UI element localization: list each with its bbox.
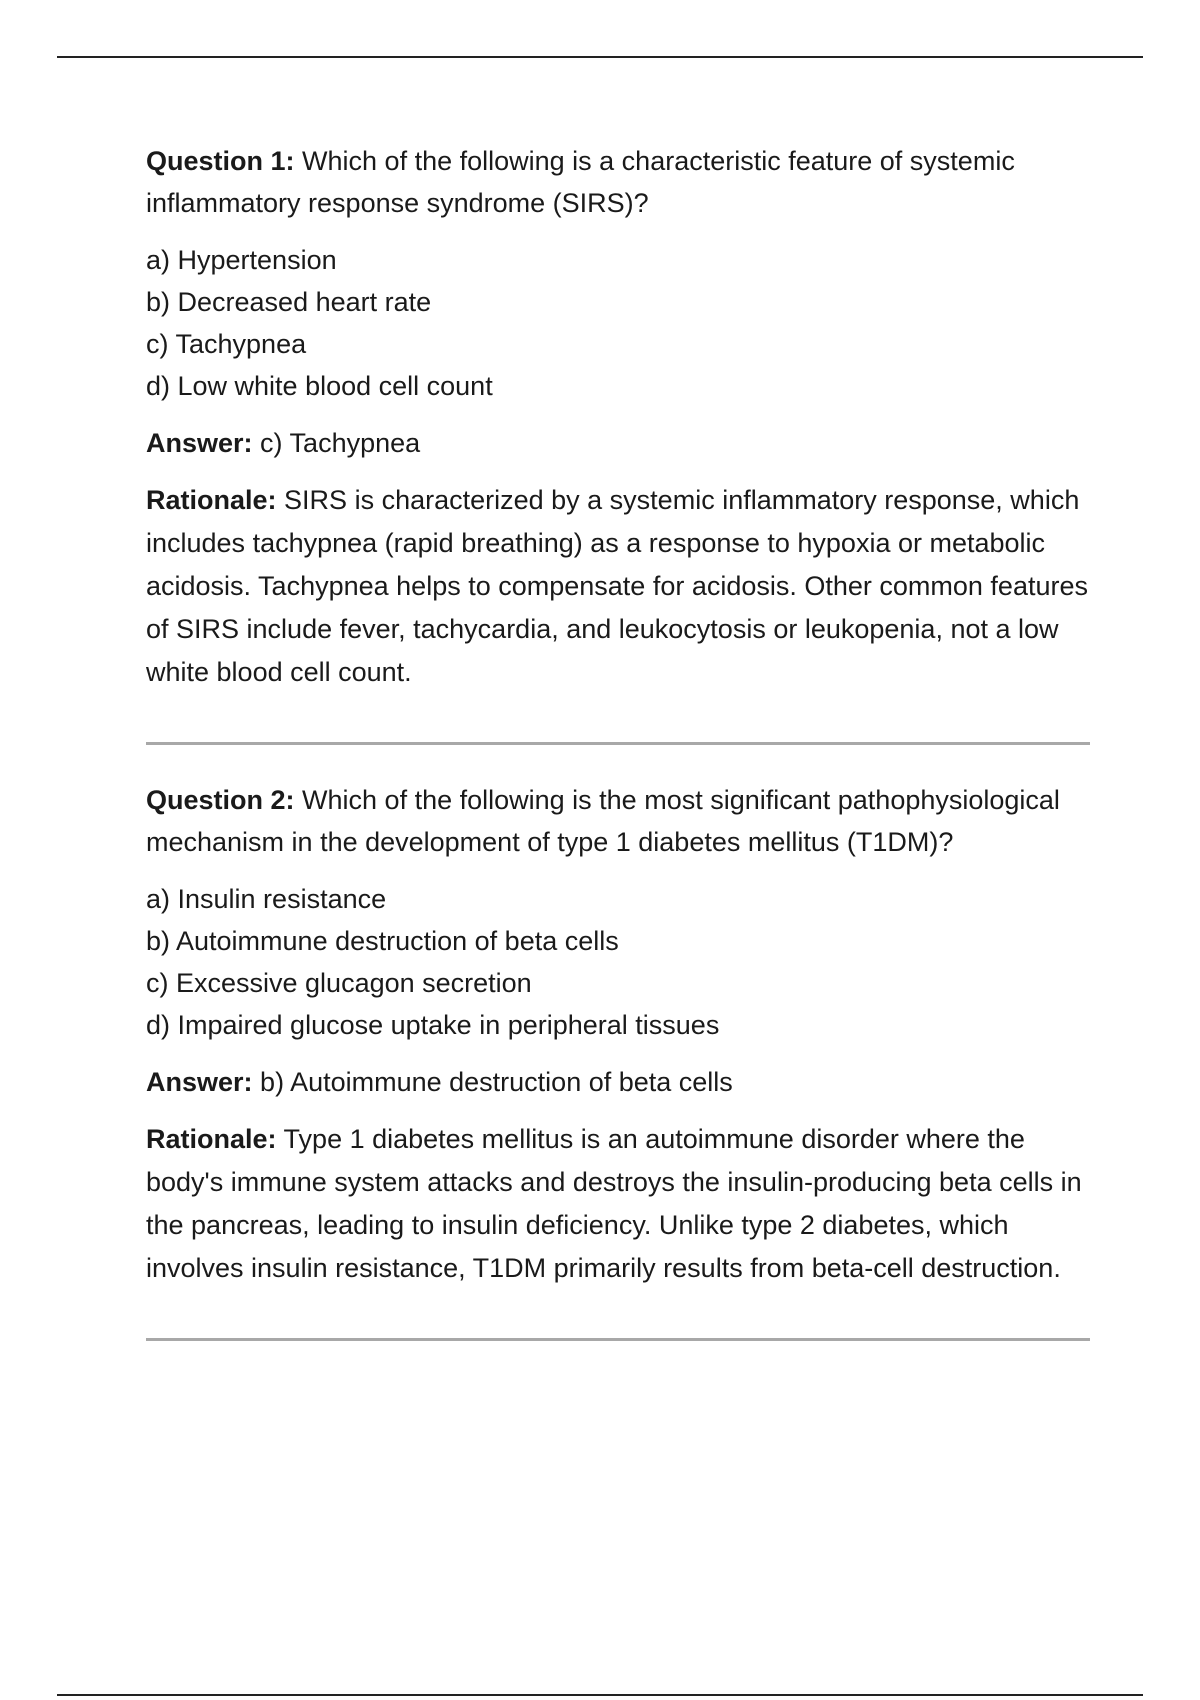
- question-1-text: Which of the following is a characteristic feature of systemic inflammatory response syndrome (SIRS)?: [146, 146, 1015, 218]
- question-1-option-b: b) Decreased heart rate: [146, 287, 432, 317]
- question-2-option-b: b) Autoimmune destruction of beta cells: [146, 926, 619, 956]
- question-2-option-c: c) Excessive glucagon secretion: [146, 968, 532, 998]
- question-1-answer-label: Answer:: [146, 428, 253, 458]
- question-2-option-a: a) Insulin resistance: [146, 884, 387, 914]
- question-2-rationale-text: Type 1 diabetes mellitus is an autoimmune disorder where the body's immune system attacks and destroys the insulin-producing beta cells in the pancreas, leading to insulin deficiency. Unlike type 2 diabetes, which involves insulin resistance, T1DM primarily results from beta-cell destruction.: [146, 1124, 1082, 1283]
- section-divider-2: [146, 1338, 1090, 1341]
- question-2-label: Question 2:: [146, 785, 295, 815]
- question-1-rationale-text: SIRS is characterized by a systemic inflammatory response, which includes tachypnea (rapid breathing) as a response to hypoxia or metabolic acidosis. Tachypnea helps to compensate for acidosis. Other common features of SIRS include fever, tachycardia, and leukocytosis or leukopenia, not a low white blood cell count.: [146, 485, 1088, 687]
- question-1-option-a: a) Hypertension: [146, 245, 337, 275]
- question-1-option-d: d) Low white blood cell count: [146, 371, 493, 401]
- question-block-1: [146, 140, 1096, 694]
- question-1: [146, 140, 1096, 224]
- question-1-rationale: [146, 479, 1096, 694]
- question-2-rationale: [146, 1118, 1096, 1290]
- question-2-option-d: d) Impaired glucose uptake in peripheral tissues: [146, 1010, 720, 1040]
- question-2-rationale-label: Rationale:: [146, 1124, 277, 1154]
- question-block-2: [146, 779, 1096, 1290]
- question-1-label: Question 1:: [146, 146, 295, 176]
- question-1-option-c: c) Tachypnea: [146, 329, 307, 359]
- question-2-options: [146, 878, 1096, 1046]
- question-2-answer-text: b) Autoimmune destruction of beta cells: [260, 1067, 733, 1097]
- question-2-answer-label: Answer:: [146, 1067, 253, 1097]
- document-content: [146, 140, 1096, 1375]
- question-1-options: [146, 239, 1096, 407]
- question-1-answer: [146, 422, 1096, 464]
- question-1-rationale-label: Rationale:: [146, 485, 277, 515]
- page-top-rule: [57, 56, 1143, 58]
- question-1-answer-text: c) Tachypnea: [260, 428, 421, 458]
- question-2: [146, 779, 1096, 863]
- page-bottom-rule: [57, 1694, 1143, 1696]
- question-2-text: Which of the following is the most significant pathophysiological mechanism in the development of type 1 diabetes mellitus (T1DM)?: [146, 785, 1060, 857]
- section-divider-1: [146, 742, 1090, 745]
- question-2-answer: [146, 1061, 1096, 1103]
